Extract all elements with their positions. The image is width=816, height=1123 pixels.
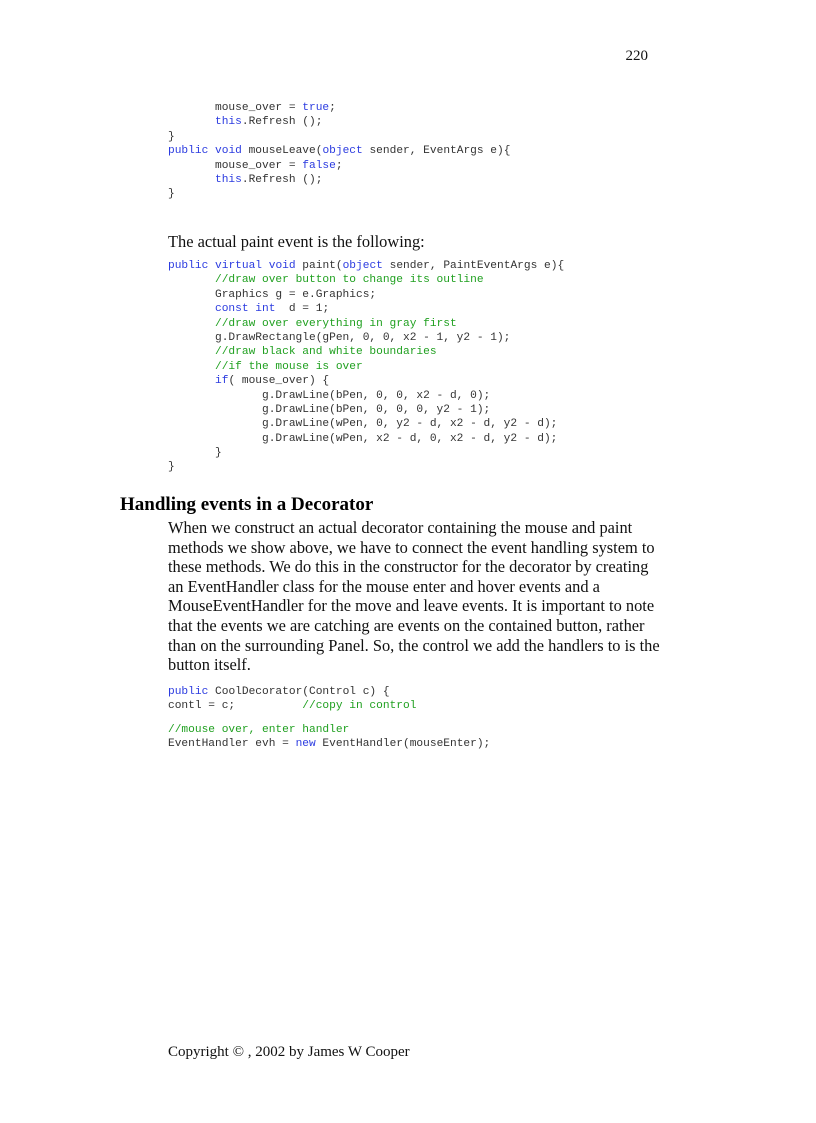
code-keyword: true xyxy=(302,102,330,114)
code-text: g.DrawLine(wPen, 0, y2 - d, x2 - d, y2 - d); xyxy=(168,418,558,431)
code-keyword: this xyxy=(215,116,242,129)
code-line xyxy=(168,360,564,374)
code-keyword: new xyxy=(295,738,316,751)
code-keyword: int xyxy=(255,303,276,316)
code-keyword: public xyxy=(168,686,209,698)
code-text: ; xyxy=(329,102,336,114)
code-keyword: public xyxy=(168,145,209,158)
paragraph-line: an EventHandler class for the mouse enter and hover events and a xyxy=(168,576,600,596)
code-text: ( mouse_over) { xyxy=(228,375,330,388)
code-line xyxy=(168,115,510,129)
code-line xyxy=(168,101,510,115)
code-comment: //draw black and white boundaries xyxy=(215,346,437,359)
code-text: .Refresh (); xyxy=(241,116,323,129)
code-text: CoolDecorator(Control c) { xyxy=(208,686,390,698)
code-text xyxy=(168,116,215,128)
code-text xyxy=(168,303,215,315)
code-comment: //if the mouse is over xyxy=(215,360,363,373)
code-text: } xyxy=(168,447,222,460)
code-text: g.DrawLine(bPen, 0, 0, x2 - d, 0); xyxy=(168,389,491,402)
code-keyword: const xyxy=(215,303,249,316)
code-line xyxy=(168,130,510,144)
code-keyword: virtual xyxy=(215,260,263,272)
code-line xyxy=(168,159,510,173)
code-comment: //mouse over, enter handler xyxy=(168,724,350,736)
paragraph-line: When we construct an actual decorator containing the mouse and paint xyxy=(168,518,633,537)
code-comment: //draw over button to change its outline xyxy=(215,274,484,287)
code-keyword: object xyxy=(322,145,363,158)
code-line xyxy=(168,144,510,158)
section-heading: Handling events in a Decorator xyxy=(120,494,374,515)
code-text: g.DrawLine(wPen, x2 - d, 0, x2 - d, y2 - d); xyxy=(168,432,558,445)
code-line xyxy=(168,302,564,316)
intro-text: The actual paint event is the following: xyxy=(168,232,425,251)
code-line xyxy=(168,288,564,302)
code-text: mouse_over = xyxy=(168,102,303,114)
code-line xyxy=(168,723,490,737)
code-text: paint( xyxy=(295,260,343,272)
code-text xyxy=(168,346,215,358)
code-text: sender, EventArgs e){ xyxy=(362,145,511,158)
code-line xyxy=(168,446,564,460)
code-block-constructor xyxy=(168,685,416,714)
code-line xyxy=(168,259,564,273)
code-text xyxy=(208,260,215,272)
code-text: contl = c; xyxy=(168,700,303,713)
code-line xyxy=(168,317,564,331)
code-keyword: void xyxy=(268,260,296,272)
code-text: } xyxy=(168,461,175,474)
code-keyword: public xyxy=(168,260,209,272)
code-text xyxy=(168,318,215,330)
code-text xyxy=(208,145,215,157)
code-line xyxy=(168,345,564,359)
code-text: sender, PaintEventArgs e){ xyxy=(382,260,565,272)
code-text xyxy=(168,361,215,373)
code-keyword: false xyxy=(302,159,336,172)
body-paragraph xyxy=(168,518,660,675)
code-keyword: object xyxy=(342,260,383,272)
code-line xyxy=(168,417,564,431)
paragraph-line: methods we show above, we have to connect the event handling system to xyxy=(168,537,655,557)
copyright-footer: Copyright © , 2002 by James W Cooper xyxy=(168,1044,410,1060)
code-line xyxy=(168,685,416,699)
code-text: mouse_over = xyxy=(168,159,303,172)
code-text: } xyxy=(168,188,175,201)
code-line xyxy=(168,331,564,345)
paragraph-line: MouseEventHandler for the move and leave events. It is important to note xyxy=(168,596,655,616)
code-text: EventHandler evh = xyxy=(168,738,296,751)
code-text: mouseLeave( xyxy=(241,145,323,158)
code-text: g.DrawLine(bPen, 0, 0, 0, y2 - 1); xyxy=(168,403,491,416)
code-text xyxy=(168,274,215,286)
code-block-paint-event xyxy=(168,259,564,475)
code-line xyxy=(168,737,490,751)
code-text xyxy=(168,375,215,387)
code-text: EventHandler(mouseEnter); xyxy=(315,738,491,751)
paragraph-line: that the events we are catching are events on the contained button, rather xyxy=(168,615,645,635)
code-line xyxy=(168,374,564,388)
code-text xyxy=(262,260,269,272)
code-line xyxy=(168,389,564,403)
code-keyword: if xyxy=(215,375,229,388)
code-text: g.DrawRectangle(gPen, 0, 0, x2 - 1, y2 - 1); xyxy=(168,331,511,344)
code-line xyxy=(168,432,564,446)
code-line xyxy=(168,187,510,201)
code-line xyxy=(168,699,416,713)
code-text: d = 1; xyxy=(275,303,330,316)
code-line xyxy=(168,173,510,187)
code-text: ; xyxy=(335,159,343,172)
paragraph-line: than on the surrounding Panel. So, the control we add the handlers to is the xyxy=(168,635,660,655)
code-comment: //copy in control xyxy=(302,700,417,713)
code-text: Graphics g = e.Graphics; xyxy=(168,288,377,301)
code-block-mouse-handlers xyxy=(168,101,510,202)
code-line xyxy=(168,403,564,417)
page-number: 220 xyxy=(625,48,648,64)
paragraph-line: button itself. xyxy=(168,655,251,675)
code-line xyxy=(168,460,564,474)
code-keyword: this xyxy=(215,173,242,186)
code-block-event-handler xyxy=(168,723,490,752)
code-text: .Refresh (); xyxy=(241,173,323,186)
code-comment: //draw over everything in gray first xyxy=(215,317,457,330)
code-text: } xyxy=(168,130,175,143)
code-text xyxy=(168,174,215,186)
paragraph-line: these methods. We do this in the constructor for the decorator by creating xyxy=(168,557,649,577)
code-line xyxy=(168,273,564,287)
code-keyword: void xyxy=(215,145,242,158)
